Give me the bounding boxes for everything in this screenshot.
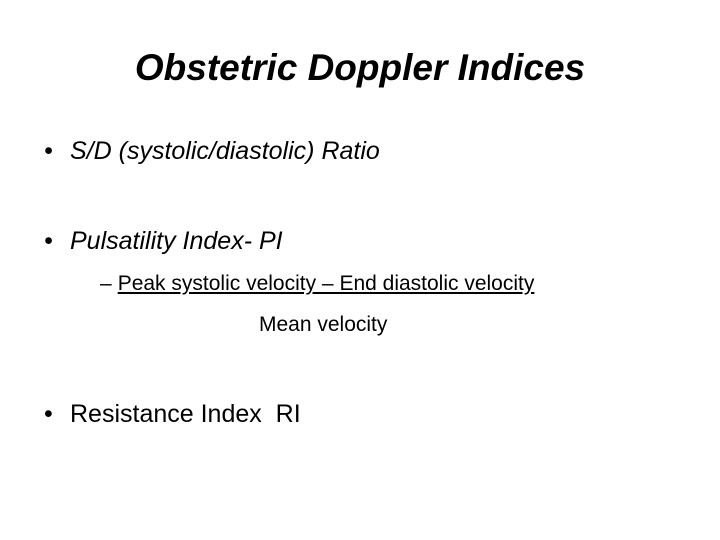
bullet-sd-ratio	[44, 135, 380, 167]
bullet-text: S/D (systolic/diastolic) Ratio	[70, 137, 380, 165]
pi-formula-numerator	[100, 270, 534, 298]
formula-denominator: Mean velocity	[259, 313, 388, 336]
sub-bullet-dash: –	[100, 272, 112, 295]
bullet-pulsatility-index	[44, 225, 283, 257]
bullet-symbol: •	[44, 400, 53, 428]
bullet-resistance-index	[44, 398, 301, 430]
bullet-text: Pulsatility Index- PI	[70, 227, 283, 255]
bullet-symbol: •	[44, 227, 53, 255]
slide-title: Obstetric Doppler Indices	[134, 47, 586, 88]
formula-numerator: Peak systolic velocity – End diastolic velocity	[117, 272, 535, 295]
bullet-text: Resistance Index RI	[70, 400, 301, 428]
bullet-symbol: •	[44, 137, 53, 165]
